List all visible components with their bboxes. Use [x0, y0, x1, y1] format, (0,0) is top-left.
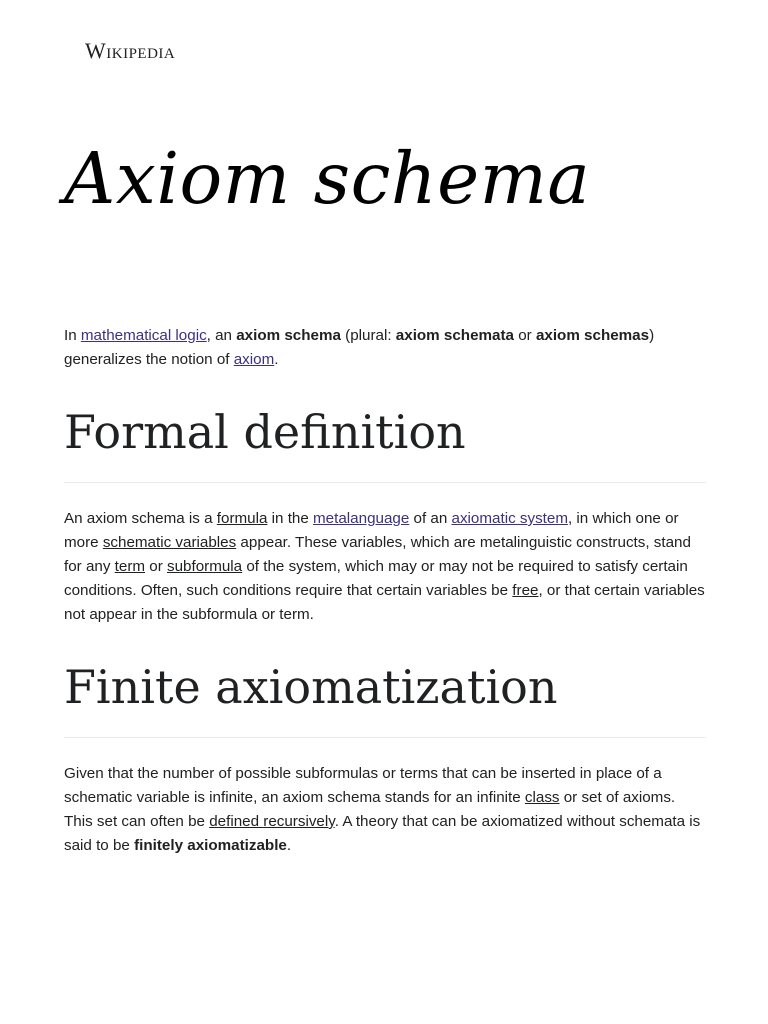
paragraph-text: appear. These variables, which are metalinguistic constructs, stand for any	[64, 534, 691, 575]
intro-text: or	[513, 327, 536, 344]
bold-term-axiom-schemata: axiom schemata	[395, 327, 514, 344]
bold-term-axiom-schema: axiom schema	[236, 327, 341, 344]
finite-axiomatization-paragraph	[64, 762, 706, 858]
wikipedia-logo[interactable]: Wikipedia	[85, 38, 176, 63]
link-formula[interactable]: formula	[216, 510, 268, 527]
paragraph-text: Given that the number of possible subformulas or terms that can be inserted in place of a schematic variable is infinite, an axiom schema stands for an infinite	[64, 765, 662, 806]
link-defined-recursively[interactable]: defined recursively	[209, 813, 335, 830]
link-term[interactable]: term	[114, 558, 146, 575]
link-axiom[interactable]: axiom	[233, 351, 275, 368]
intro-text: In	[64, 327, 81, 344]
intro-text: (plural:	[340, 327, 396, 344]
paragraph-text: or set of axioms. This set can often be	[64, 789, 676, 830]
link-free[interactable]: free	[512, 582, 539, 599]
link-schematic-variables[interactable]: schematic variables	[102, 534, 237, 551]
formal-definition-paragraph	[64, 507, 706, 627]
intro-text: , an	[206, 327, 237, 344]
paragraph-text: .	[286, 837, 292, 854]
intro-paragraph	[64, 324, 706, 372]
link-metalanguage[interactable]: metalanguage	[313, 510, 410, 527]
paragraph-text: or	[145, 558, 167, 575]
paragraph-text: An axiom schema is a	[64, 510, 217, 527]
bold-term-axiom-schemas: axiom schemas	[535, 327, 650, 344]
link-subformula[interactable]: subformula	[166, 558, 243, 575]
paragraph-text: , in which one or more	[64, 510, 679, 551]
bold-term-finitely-axiomatizable: finitely axiomatizable	[134, 837, 287, 854]
intro-text: ) generalizes the notion of	[64, 327, 655, 368]
link-mathematical-logic[interactable]: mathematical logic	[80, 327, 207, 344]
paragraph-text: . A theory that can be axiomatized without schemata is said to be	[64, 813, 701, 854]
paragraph-text: of the system, which may or may not be required to satisfy certain conditions. Often, such conditions require that certain variables be	[64, 558, 688, 599]
section-heading-formal-definition: Formal definition	[64, 404, 706, 483]
intro-text: .	[274, 351, 279, 368]
link-axiomatic-system[interactable]: axiomatic system	[451, 510, 568, 527]
paragraph-text: in the	[267, 510, 314, 527]
paragraph-text: , or that certain variables not appear in the subformula or term.	[64, 582, 705, 623]
link-class[interactable]: class	[524, 789, 560, 806]
page-title: Axiom schema	[64, 137, 591, 220]
section-heading-finite-axiomatization: Finite axiomatization	[64, 659, 706, 738]
paragraph-text: of an	[409, 510, 452, 527]
